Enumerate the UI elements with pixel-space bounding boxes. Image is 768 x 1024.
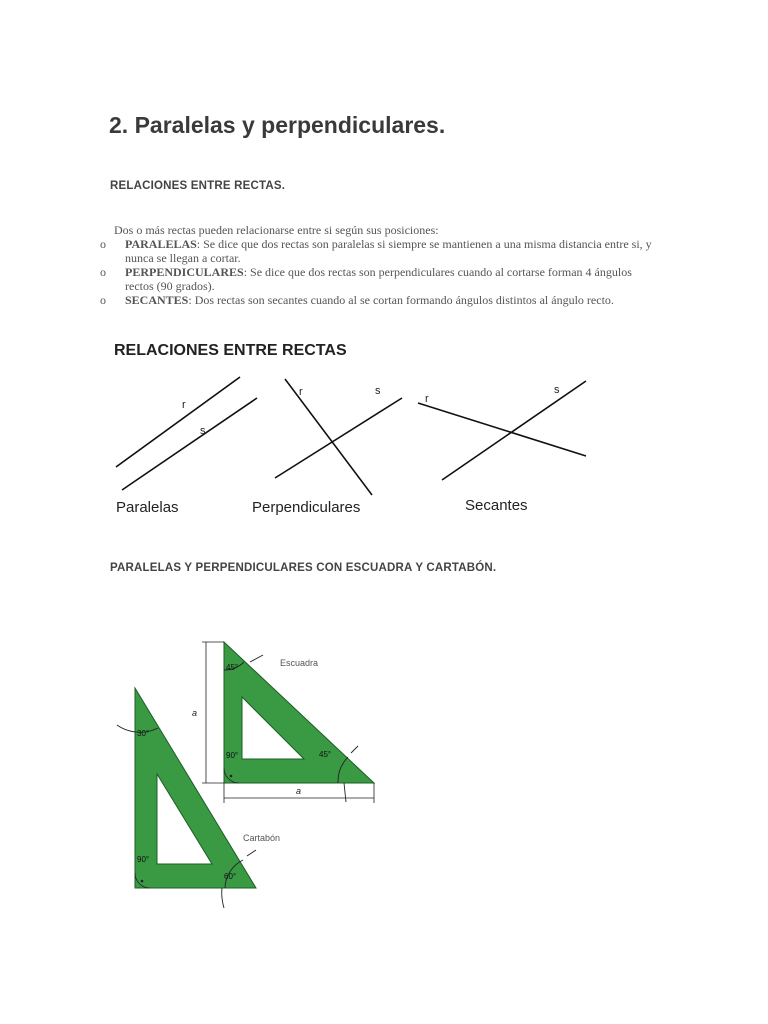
line-s-secantes <box>442 381 586 480</box>
right-angle-dot <box>141 880 144 883</box>
label-paralelas: Paralelas <box>116 499 179 516</box>
list-item <box>100 237 660 265</box>
bullet-icon: o <box>100 237 106 251</box>
label-s: s <box>375 385 381 397</box>
item-text: : Se dice que dos rectas son paralelas si siempre se mantienen a una misma distancia entre si, y nunca se llegan a cortar. <box>125 237 652 265</box>
escuadra-label: Escuadra <box>280 658 319 668</box>
cartabon-label: Cartabón <box>243 833 281 843</box>
angle-30: 30° <box>137 729 150 738</box>
figure-title: RELACIONES ENTRE RECTAS <box>114 342 347 359</box>
angle-90-cartabon: 90° <box>137 855 150 864</box>
label-s: s <box>200 425 206 437</box>
dimension-a-horizontal: a <box>296 786 302 796</box>
label-secantes: Secantes <box>465 497 528 514</box>
label-perpendiculares: Perpendiculares <box>252 499 361 516</box>
angle-arrow <box>250 655 263 662</box>
list-item <box>100 293 660 307</box>
section-heading-relaciones: RELACIONES ENTRE RECTAS. <box>110 180 286 192</box>
dimension-a-vertical: a <box>192 708 198 718</box>
relaciones-figure <box>100 335 600 520</box>
section-heading-escuadra-cartabon: PARALELAS Y PERPENDICULARES CON ESCUADRA Y CARTABÓN. <box>110 562 497 574</box>
angle-arrow <box>344 783 346 802</box>
label-r: r <box>182 399 186 411</box>
angle-arrow <box>247 850 256 856</box>
line-s-perpendiculares <box>275 398 402 478</box>
intro-text: Dos o más rectas pueden relacionarse entre si según sus posiciones: <box>114 223 439 237</box>
bullet-icon: o <box>100 293 106 307</box>
angle-60: 60° <box>224 872 237 881</box>
line-s-paralelas <box>122 398 257 490</box>
angle-90-escuadra: 90° <box>226 751 239 760</box>
angle-45-top: 45° <box>226 663 239 672</box>
item-text: : Se dice que dos rectas son perpendiculares cuando al cortarse forman 4 ángulos rectos (90 grados). <box>125 265 632 293</box>
bullet-icon: o <box>100 265 106 279</box>
angle-45-right: 45° <box>319 750 332 759</box>
item-term: PERPENDICULARES <box>125 265 244 279</box>
item-text: : Dos rectas son secantes cuando al se cortan formando ángulos distintos al ángulo recto. <box>188 293 614 307</box>
right-angle-dot <box>230 775 233 778</box>
label-s: s <box>554 384 560 396</box>
page-title: 2. Paralelas y perpendiculares. <box>109 112 446 138</box>
angle-arrow <box>351 746 358 753</box>
escuadra-cartabon-figure <box>100 630 390 920</box>
label-r: r <box>299 386 303 398</box>
line-r-secantes <box>418 403 586 456</box>
item-term: PARALELAS <box>125 237 197 251</box>
relations-list <box>100 237 660 307</box>
item-term: SECANTES <box>125 293 189 307</box>
list-item <box>100 265 660 293</box>
label-r: r <box>425 393 429 405</box>
angle-arc <box>222 888 224 908</box>
